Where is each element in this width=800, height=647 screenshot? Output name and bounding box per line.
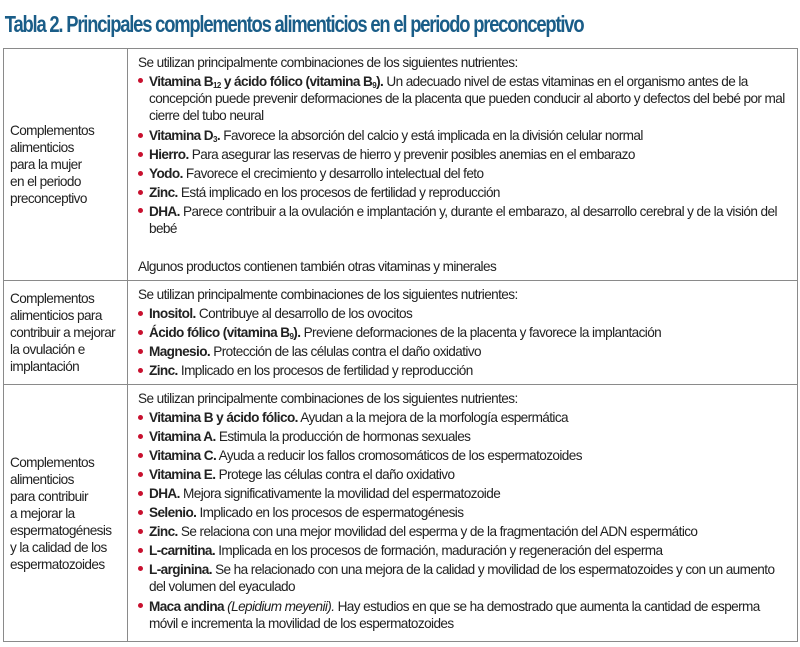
list-item: Inositol. Contribuye al desarrollo de los ovocitos bbox=[138, 304, 791, 323]
row-label-line: Complementos bbox=[10, 454, 95, 470]
list-item: L-arginina. Se ha relacionado con una mejora de la calidad y movilidad de los espermatozoides y con un aumento del volumen del eyaculado bbox=[138, 560, 791, 597]
row-label-line: espermatozoides bbox=[10, 556, 105, 572]
row-label-cell bbox=[4, 49, 128, 281]
row-label-line: y la calidad de los bbox=[10, 539, 107, 555]
row-label-line: alimenticios bbox=[10, 471, 74, 487]
row-label-line: alimenticios para bbox=[10, 308, 102, 323]
row-label-line: Complementos bbox=[10, 291, 95, 306]
row-label-line: a mejorar la bbox=[10, 505, 75, 521]
list-item: Vitamina B y ácido fólico. Ayudan a la mejora de la morfología espermática bbox=[138, 408, 791, 427]
list-item: L-carnitina. Implicada en los procesos de formación, maduración y regeneración del esperma bbox=[138, 541, 791, 560]
list-item: Zinc. Se relaciona con una mejor movilidad del esperma y de la fragmentación del ADN espermático bbox=[138, 522, 791, 541]
list-item: Zinc. Implicado en los procesos de fertilidad y reproducción bbox=[138, 361, 791, 380]
row-label-line: para la mujer bbox=[10, 157, 82, 172]
row-label-line: contribuir a mejorar bbox=[10, 325, 116, 340]
note-text: Algunos productos contienen también otras vitaminas y minerales bbox=[138, 259, 497, 274]
list-item: Vitamina $B_{12}$ y ácido fólico (vitamina $B_9$). Un adecuado nivel de estas vitaminas en el organismo antes de la concepción puede prevenir deformaciones de la placenta que pueden conducir al aborto y defectos del bebé por mal cierre del tubo neural bbox=[138, 72, 791, 126]
row-content-cell bbox=[128, 385, 798, 642]
table-title: Tabla 2. Principales complementos alimenticios en el periodo preconceptivo bbox=[4, 11, 584, 37]
row-label-line: la ovulación e bbox=[10, 342, 85, 357]
list-item: DHA. Parece contribuir a la ovulación e implantación y, durante el embarazo, al desarrollo cerebral y de la visión del bebé bbox=[138, 202, 791, 239]
list-item: Zinc. Está implicado en los procesos de fertilidad y reproducción bbox=[138, 183, 791, 202]
intro-text: Se utilizan principalmente combinaciones de los siguientes nutrientes: bbox=[138, 391, 518, 406]
supplements-table bbox=[3, 48, 798, 642]
list-item: Vitamina $D_3$. Favorece la absorción del calcio y está implicada en la división celular normal bbox=[138, 126, 791, 145]
list-item: Vitamina C. Ayuda a reducir los fallos cromosomáticos de los espermatozoides bbox=[138, 446, 791, 465]
row-label-cell bbox=[4, 385, 128, 642]
list-item: Magnesio. Protección de las células contra el daño oxidativo bbox=[138, 342, 791, 361]
list-item: DHA. Mejora significativamente la movilidad del espermatozoide bbox=[138, 484, 791, 503]
row-label-line: Complementos bbox=[10, 123, 95, 138]
row-content-cell bbox=[128, 281, 798, 385]
row-label-line: preconceptivo bbox=[10, 191, 87, 206]
list-item: Vitamina A. Estimula la producción de hormonas sexuales bbox=[138, 427, 791, 446]
list-item: Hierro. Para asegurar las reservas de hierro y prevenir posibles anemias en el embarazo bbox=[138, 145, 791, 164]
row-content-cell bbox=[128, 49, 798, 281]
intro-text: Se utilizan principalmente combinaciones de los siguientes nutrientes: bbox=[138, 287, 518, 302]
intro-text: Se utilizan principalmente combinaciones de los siguientes nutrientes: bbox=[138, 55, 518, 70]
row-label-line: para contribuir bbox=[10, 488, 88, 504]
row-label-line: alimenticios bbox=[10, 140, 74, 155]
list-item: Maca andina (Lepidium meyenii). Hay estudios en que se ha demostrado que aumenta la cantidad de esperma móvil e incrementa la movilidad de los espermatozoides bbox=[138, 597, 791, 634]
table-row-ovulation bbox=[4, 281, 798, 385]
nutrient-list bbox=[138, 304, 791, 380]
list-item: Yodo. Favorece el crecimiento y desarrollo intelectual del feto bbox=[138, 164, 791, 183]
row-label-line: implantación bbox=[10, 359, 80, 374]
row-label-line: en el periodo bbox=[10, 174, 81, 189]
list-item: Selenio. Implicado en los procesos de espermatogénesis bbox=[138, 503, 791, 522]
table-row-men bbox=[4, 385, 798, 642]
row-label-cell bbox=[4, 281, 128, 385]
list-item: Vitamina E. Protege las células contra el daño oxidativo bbox=[138, 465, 791, 484]
list-item: Ácido fólico (vitamina $B_9$). Previene deformaciones de la placenta y favorece la implantación bbox=[138, 323, 791, 342]
nutrient-list bbox=[138, 408, 791, 634]
row-label-line: espermatogénesis bbox=[10, 522, 112, 538]
table-row-women bbox=[4, 49, 798, 281]
nutrient-list bbox=[138, 72, 791, 239]
